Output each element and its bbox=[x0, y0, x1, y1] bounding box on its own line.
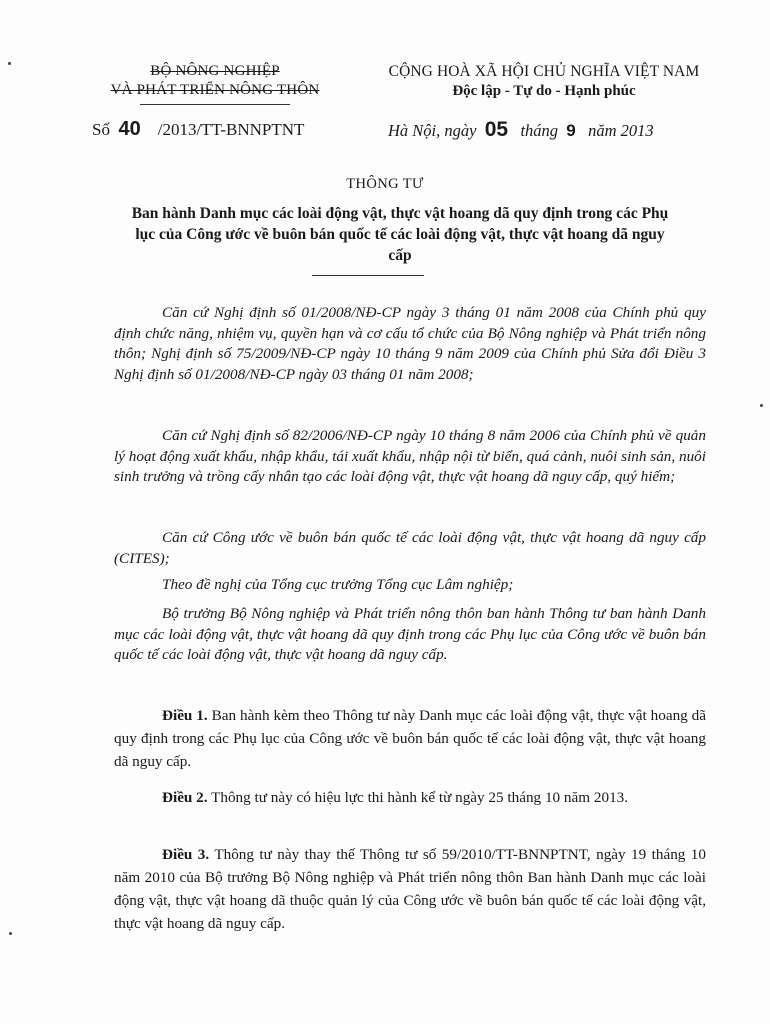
date-day: 05 bbox=[484, 118, 509, 141]
document-number bbox=[92, 118, 304, 141]
article-2 bbox=[114, 786, 706, 809]
article-3 bbox=[114, 843, 706, 935]
article-1-label: Điều 1. bbox=[162, 707, 208, 724]
preamble-basis-3: Căn cứ Công ước về buôn bán quốc tế các loài động vật, thực vật hoang dã nguy cấp (CITES); bbox=[114, 529, 706, 567]
article-1-text: Ban hành kèm theo Thông tư này Danh mục các loài động vật, thực vật hoang dã quy định trong các Phụ lục của Công ước về buôn bán quốc tế các loài động vật, thực vật hoang dã nguy cấp. bbox=[114, 707, 707, 770]
issuing-agency bbox=[80, 62, 350, 100]
article-2-label: Điều 2. bbox=[162, 789, 208, 806]
agency-name-line1: BỘ NÔNG NGHIỆP bbox=[150, 63, 280, 79]
preamble-basis-2: Căn cứ Nghị định số 82/2006/NĐ-CP ngày 10 tháng 8 năm 2006 của Chính phủ về quản lý hoạt động xuất khẩu, nhập khẩu, tái xuất khẩu, nhập nội từ biển, quá cảnh, nuôi sinh sản, nuôi sinh trưởng và trồng cấy nhân tạo các loài động vật, thực vật hoang dã nguy cấp, quý hiếm; bbox=[114, 427, 706, 485]
scan-speck bbox=[8, 62, 11, 65]
scan-speck bbox=[760, 404, 763, 407]
document-title: Ban hành Danh mục các loài động vật, thực vật hoang dã quy định trong các Phụ lục của Công ước về buôn bán quốc tế các loài động vật, thực vật hoang dã nguy cấp bbox=[131, 205, 669, 264]
date-month: 9 bbox=[566, 121, 576, 140]
article-3-label: Điều 3. bbox=[162, 846, 210, 863]
number-prefix: Số bbox=[92, 120, 110, 139]
article-2-text: Thông tư này có hiệu lực thi hành kể từ ngày 25 tháng 10 năm 2013. bbox=[211, 789, 629, 806]
number-value: 40 bbox=[118, 118, 141, 140]
preamble-decision: Bộ trưởng Bộ Nông nghiệp và Phát triển nông thôn ban hành Thông tư ban hành Danh mục các loài động vật, thực vật hoang dã quy định trong các Phụ lục của Công ước về buôn bán quốc tế các loài động vật, thực vật hoang dã nguy cấp. bbox=[114, 605, 706, 663]
scan-speck bbox=[9, 932, 12, 935]
issue-date bbox=[388, 118, 654, 142]
preamble-basis-1: Căn cứ Nghị định số 01/2008/NĐ-CP ngày 3 tháng 01 năm 2008 của Chính phủ quy định chức năng, nhiệm vụ, quyền hạn và cơ cấu tổ chức của Bộ Nông nghiệp và Phát triển nông thôn; Nghị định số 75/2009/NĐ-CP ngày 10 tháng 9 năm 2009 của Chính phủ Sửa đổi Điều 3 Nghị định số 01/2008/NĐ-CP ngày 03 tháng 01 năm 2008; bbox=[114, 304, 706, 383]
title-underline bbox=[312, 275, 424, 276]
article-1 bbox=[114, 704, 706, 773]
agency-underline bbox=[140, 104, 290, 105]
document-type: THÔNG TƯ bbox=[346, 176, 424, 192]
article-3-text: Thông tư này thay thế Thông tư số 59/2010/TT-BNNPTNT, ngày 19 tháng 10 năm 2010 của Bộ trưởng Bộ Nông nghiệp và Phát triển nông thôn Ban hành Danh mục các loài động vật, thực vật hoang dã thuộc quản lý của Công ước về buôn bán quốc tế các loài động vật, thực vật hoang dã nguy cấp. bbox=[114, 846, 706, 932]
national-slogan: Độc lập - Tự do - Hạnh phúc bbox=[452, 83, 636, 99]
date-month-label: tháng bbox=[520, 121, 559, 140]
republic-name: CỘNG HOÀ XÃ HỘI CHỦ NGHĨA VIỆT NAM bbox=[388, 63, 700, 80]
date-place: Hà Nội, ngày bbox=[388, 121, 477, 140]
date-year: năm 2013 bbox=[588, 121, 654, 140]
number-suffix: /2013/TT-BNNPTNT bbox=[157, 120, 305, 139]
agency-name-line2: VÀ PHÁT TRIỂN NÔNG THÔN bbox=[110, 82, 320, 98]
preamble-proposal: Theo đề nghị của Tổng cục trưởng Tổng cục Lâm nghiệp; bbox=[162, 576, 514, 593]
national-motto bbox=[360, 62, 728, 101]
